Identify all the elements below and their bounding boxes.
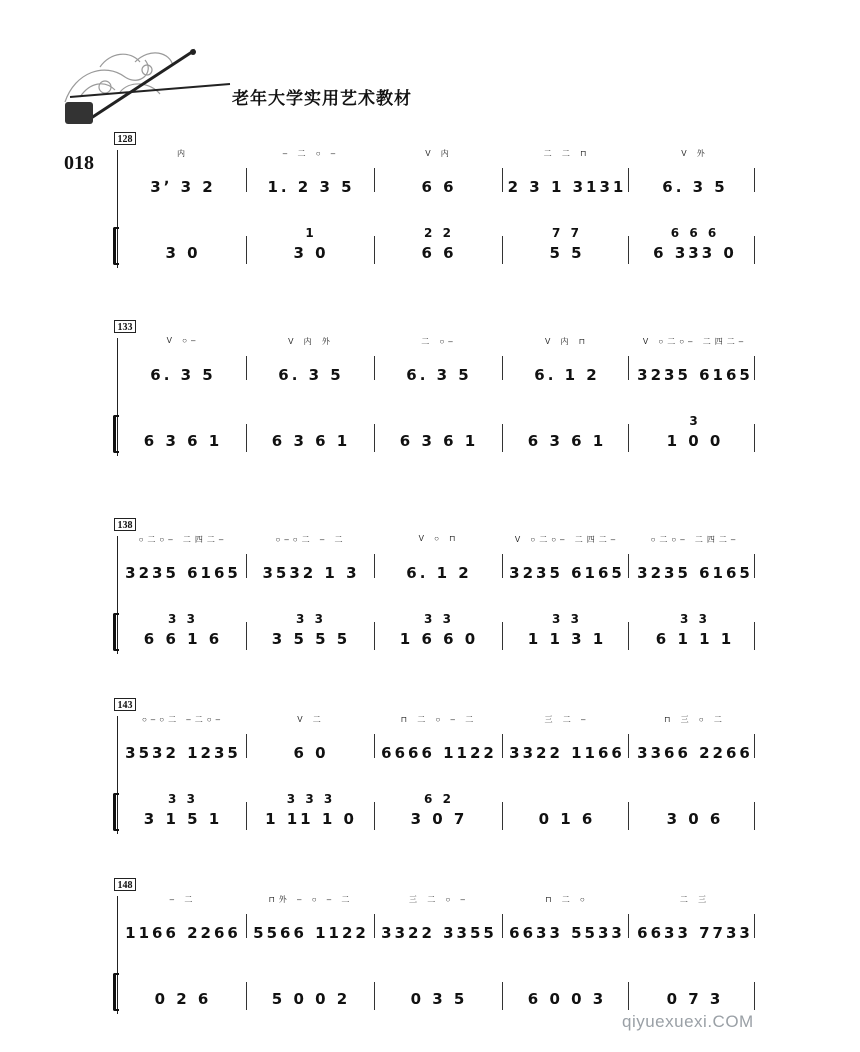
measure-number: 133 bbox=[114, 320, 136, 333]
bowing-marks: ○⼆○– ⼆四⼆– ○–○⼆ – ⼆ V ○ ⊓ V ○⼆○– ⼆四⼆– ○⼆○– ⼆四⼆– bbox=[138, 534, 740, 544]
measure-number: 143 bbox=[114, 698, 136, 711]
measure-129: 1. 2 3 5 bbox=[267, 178, 355, 196]
score-system-4 bbox=[0, 698, 860, 848]
bracket-icon bbox=[113, 415, 119, 453]
bowing-marks: 内 – ⼆ ○ – V 内 ⼆ ⼆ ⊓ V 外 bbox=[177, 149, 709, 158]
watermark: qiyuexuexi.COM bbox=[622, 1012, 754, 1031]
lower-chord-notes: 3 3 3 3 3 6 2 bbox=[168, 792, 454, 806]
bracket-icon bbox=[113, 227, 119, 265]
lower-chord-notes: 3 3 3 3 3 3 3 3 3 3 bbox=[168, 612, 710, 626]
lower-part: 3 0 3 0 6 6 5 5 6 333 0 bbox=[165, 244, 737, 262]
page-number: 018 bbox=[64, 152, 94, 174]
lower-chord-notes: 3 bbox=[689, 414, 701, 428]
measure-132: 6. 3 5 bbox=[662, 178, 728, 196]
bowing-marks: ○–○⼆ –⼆○– V ⼆ ⊓ ⼆ ○ – ⼆ 三 ⼆ – ⊓ 三 ○ ⼆ bbox=[141, 715, 726, 724]
score-system-1 bbox=[0, 132, 860, 282]
measure-131: 2 3 1 3131 bbox=[507, 178, 627, 196]
upper-part: 1166 2266 5566 1122 3322 3355 6633 5533 6633 7733 bbox=[125, 924, 753, 942]
header-title: 老年大学实用艺术教材 bbox=[232, 89, 412, 109]
measure-number: 128 bbox=[114, 132, 136, 145]
measure-number: 138 bbox=[114, 518, 136, 531]
lower-chord-notes: 1 2 2 7 7 6 6 6 bbox=[305, 226, 720, 240]
lower-part: 3 1 5 1 1 11 1 0 3 0 7 0 1 6 3 0 6 bbox=[143, 810, 724, 828]
score-system-2 bbox=[0, 320, 860, 470]
bowing-marks: V ○– V 内 外 ⼆ ○– V 内 ⊓ V ○⼆○– ⼆四⼆– bbox=[166, 336, 748, 346]
upper-part: 6. 3 5 6. 3 5 6. 3 5 6. 1 2 3235 6165 bbox=[150, 366, 753, 384]
score-system-3 bbox=[0, 518, 860, 668]
measure-number: 148 bbox=[114, 878, 136, 891]
upper-part: 3235 6165 3532 1 3 6. 1 2 3235 6165 3235 6165 bbox=[125, 564, 753, 582]
measure-128: 3ʼ 3 2 bbox=[150, 178, 216, 196]
score-system-5 bbox=[0, 878, 860, 1028]
bowing-marks: – ⼆ ⊓外 – ○ – ⼆ 三 ⼆ ○ – ⊓ ⼆ ○ ⼆ 三 bbox=[169, 895, 711, 904]
upper-part: 3532 1235 6 0 6666 1122 3322 1166 3366 2266 bbox=[125, 744, 753, 762]
bracket-icon bbox=[113, 613, 119, 651]
upper-part bbox=[120, 178, 760, 200]
measure-130: 6 6 bbox=[421, 178, 457, 196]
lower-part: 6 3 6 1 6 3 6 1 6 3 6 1 6 3 6 1 1 0 0 bbox=[143, 432, 724, 450]
erhu-ornament-icon bbox=[45, 42, 235, 137]
lower-part: 6 6 1 6 3 5 5 5 1 6 6 0 1 1 3 1 6 1 1 1 bbox=[143, 630, 735, 648]
lower-part: 0 2 6 5 0 0 2 0 3 5 6 0 0 3 0 7 3 bbox=[154, 990, 724, 1008]
bracket-icon bbox=[113, 793, 119, 831]
bracket-icon bbox=[113, 973, 119, 1011]
